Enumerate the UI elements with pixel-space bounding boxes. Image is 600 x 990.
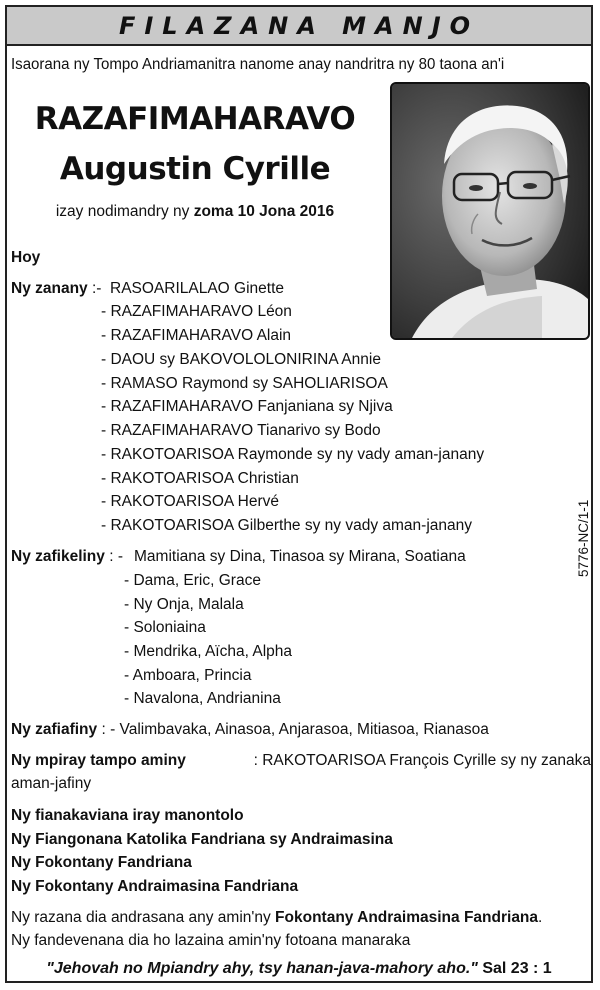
- quote-ref: Sal 23 : 1: [482, 960, 552, 977]
- bible-quote: [7, 960, 591, 978]
- death-prefix: izay nodimandry ny: [55, 203, 190, 220]
- siblings-label: Ny mpiray tampo aminy: [11, 752, 186, 769]
- burial-line-1: [11, 909, 542, 927]
- children-label: Ny zanany: [11, 280, 88, 297]
- child-item: - RAZAFIMAHARAVO Léon: [101, 303, 292, 320]
- ad-reference: 5776-NC/1-1: [576, 499, 591, 577]
- grandchild-item: - Dama, Eric, Grace: [124, 572, 261, 589]
- child-item: - RAKOTOARISOA Christian: [101, 470, 299, 487]
- family-line: Ny Fokontany Fandriana: [11, 854, 192, 871]
- intro-text: Isaorana ny Tompo Andriamanitra nanome anay nandritra ny 80 taona an'i: [11, 56, 505, 73]
- child-item: - RAKOTOARISOA Hervé: [101, 493, 280, 510]
- portrait-photo: [390, 82, 590, 340]
- child-item: - DAOU sy BAKOVOLOLONIRINA Annie: [101, 351, 381, 368]
- burial-prefix: Ny razana dia andrasana any amin'ny: [11, 909, 271, 926]
- child-item: - RAKOTOARISOA Raymonde sy ny vady aman-janany: [101, 446, 485, 463]
- siblings-line: [11, 752, 591, 770]
- grandchild-item: - Amboara, Princia: [124, 667, 252, 684]
- family-line: Ny Fiangonana Katolika Fandriana sy Andraimasina: [11, 831, 393, 848]
- siblings-text-cont: aman-jafiny: [11, 775, 92, 792]
- children-sep: :-: [91, 280, 102, 297]
- child-item: RASOARILALAO Ginette: [110, 280, 285, 297]
- child-item: - RAZAFIMAHARAVO Alain: [101, 327, 292, 344]
- child-item: - RAZAFIMAHARAVO Fanjaniana sy Njiva: [101, 398, 393, 415]
- burial-line-2: Ny fandevenana dia ho lazaina amin'ny fotoana manaraka: [11, 932, 411, 949]
- siblings-text: : RAKOTOARISOA François Cyrille sy ny zanaka: [253, 752, 591, 769]
- grandchildren-sep: : -: [109, 548, 123, 565]
- children-label-line: [11, 280, 101, 298]
- grandchild-item: - Mendrika, Aïcha, Alpha: [124, 643, 293, 660]
- family-line: Ny fianakaviana iray manontolo: [11, 807, 244, 824]
- great-grandchildren-label: Ny zafiafiny: [11, 721, 98, 738]
- grandchild-item: - Ny Onja, Malala: [124, 596, 244, 613]
- portrait-image: [392, 84, 588, 338]
- grandchildren-label-line: [11, 548, 123, 566]
- grandchildren-label: Ny zafikeliny: [11, 548, 105, 565]
- child-item: - RAMASO Raymond sy SAHOLIARISOA: [101, 375, 388, 392]
- death-date: zoma 10 Jona 2016: [193, 203, 335, 220]
- obituary-frame: [5, 5, 593, 983]
- grandchild-item: - Soloniaina: [124, 619, 206, 636]
- death-date-line: [9, 203, 381, 221]
- deceased-surname: RAZAFIMAHARAVO: [34, 101, 356, 137]
- child-item: - RAKOTOARISOA Gilberthe sy ny vady aman-janany: [101, 517, 473, 534]
- hoy-label: Hoy: [11, 249, 41, 266]
- grandchild-item: Mamitiana sy Dina, Tinasoa sy Mirana, Soatiana: [134, 548, 466, 565]
- burial-suffix: .: [538, 909, 543, 926]
- family-line: Ny Fokontany Andraimasina Fandriana: [11, 878, 299, 895]
- burial-place: Fokontany Andraimasina Fandriana: [275, 909, 539, 926]
- grandchild-item: - Navalona, Andrianina: [124, 690, 281, 707]
- great-grandchildren-line: [11, 721, 489, 739]
- deceased-given-names: Augustin Cyrille: [59, 151, 331, 187]
- great-grandchildren-text: : - Valimbavaka, Ainasoa, Anjarasoa, Mitiasoa, Rianasoa: [101, 721, 489, 738]
- obituary-header: [7, 7, 591, 46]
- child-item: - RAZAFIMAHARAVO Tianarivo sy Bodo: [101, 422, 381, 439]
- quote-text: "Jehovah no Mpiandry ahy, tsy hanan-java-mahory aho.": [46, 960, 478, 977]
- header-title: FILAZANA MANJO: [118, 11, 480, 40]
